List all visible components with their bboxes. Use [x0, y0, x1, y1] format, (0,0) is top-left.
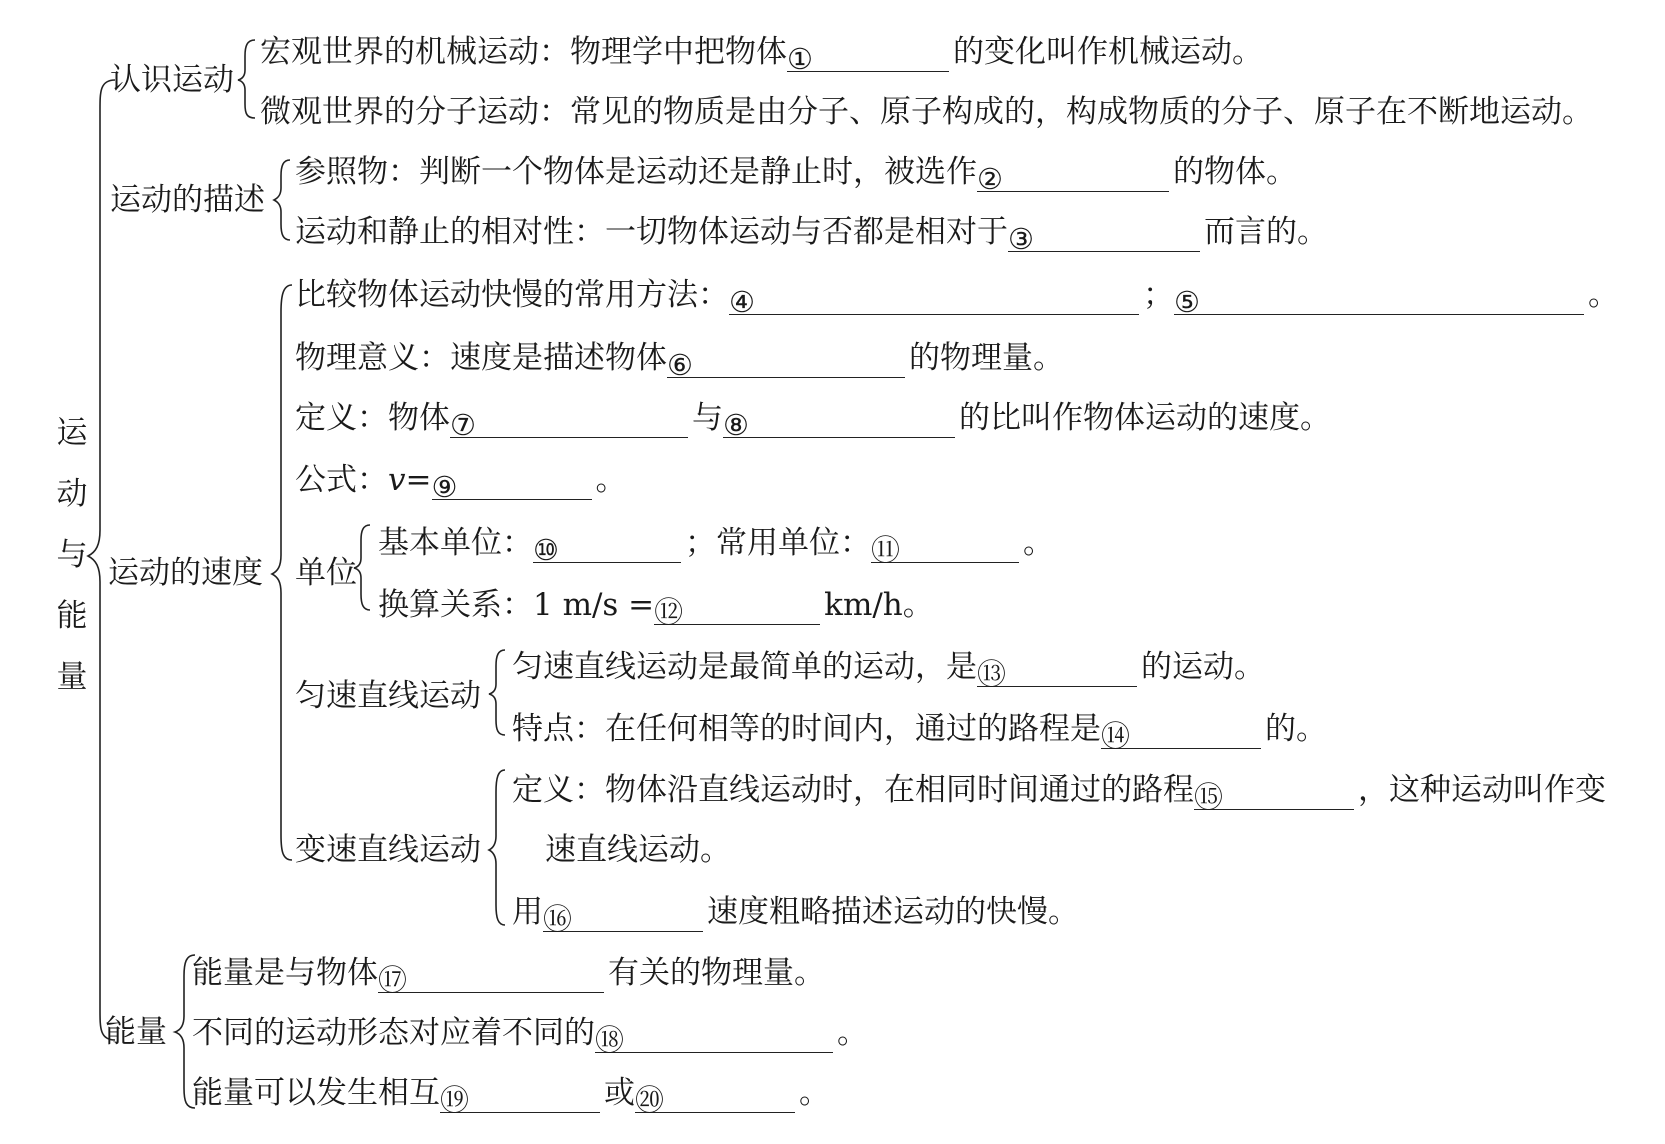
- blank-number: ⑦: [450, 408, 476, 442]
- blank-number: ⑱: [595, 1023, 625, 1057]
- unit-basic-line: [378, 523, 1054, 567]
- blank-18[interactable]: [595, 1020, 833, 1057]
- blank-number: ②: [977, 162, 1003, 196]
- sec2-line1: [295, 152, 1297, 196]
- line-text: 而言的。: [1204, 214, 1328, 250]
- blank-number: ⑬: [977, 657, 1007, 691]
- line-text: =: [405, 462, 432, 498]
- line-text: 。: [1023, 525, 1054, 561]
- variable-line1-cont: 速直线运动。: [545, 832, 731, 868]
- line-text: 基本单位：: [378, 525, 533, 561]
- line-text: ，这种运动叫作变: [1358, 772, 1606, 808]
- blank-14[interactable]: [1101, 716, 1261, 753]
- blank-4[interactable]: [729, 282, 1139, 319]
- sec2-label: 运动的描述: [110, 182, 265, 218]
- blank-number: ⑯: [543, 902, 573, 936]
- uniform-line1: [512, 647, 1265, 691]
- sec4-label: 能量: [105, 1014, 167, 1050]
- sec1-line2: 微观世界的分子运动：常见的物质是由分子、原子构成的，构成物质的分子、原子在不断地运动。: [260, 94, 1593, 130]
- blank-number: ⑧: [723, 408, 749, 442]
- blank-1[interactable]: [787, 39, 949, 76]
- blank-number: ⑮: [1194, 780, 1224, 814]
- line-text: 换算关系：1 m/s =: [378, 587, 655, 623]
- line-text: 能量是与物体: [192, 955, 378, 991]
- line-text: 不同的运动形态对应着不同的: [192, 1015, 595, 1051]
- line-text: 的运动。: [1141, 649, 1265, 685]
- line-text: 能量可以发生相互: [192, 1075, 440, 1111]
- blank-number: ⑭: [1101, 719, 1131, 753]
- blank-number: ④: [729, 285, 755, 319]
- blank-6[interactable]: [667, 345, 905, 382]
- line-text: 宏观世界的机械运动：物理学中把物体: [260, 34, 787, 70]
- line-text: 物理意义：速度是描述物体: [295, 340, 667, 376]
- blank-11[interactable]: [871, 530, 1019, 567]
- line-text: 用: [512, 894, 543, 930]
- line-text: ；: [1143, 277, 1174, 313]
- blank-5[interactable]: [1174, 282, 1584, 319]
- uniform-line2: [512, 709, 1327, 753]
- uniform-label: 匀速直线运动: [295, 678, 481, 714]
- root-char: 量: [56, 659, 88, 695]
- blank-13[interactable]: [977, 654, 1137, 691]
- unit-label: 单位: [295, 555, 357, 591]
- sec1-label: 认识运动: [110, 62, 234, 98]
- line-text: 。: [799, 1075, 830, 1111]
- line-text: 的物理量。: [909, 340, 1064, 376]
- blank-3[interactable]: [1008, 219, 1200, 256]
- line-text: 公式：: [295, 462, 388, 498]
- root-char: 与: [56, 537, 88, 573]
- brace-variable: [489, 770, 505, 925]
- formula-line: [295, 460, 627, 504]
- compare-line: [295, 275, 1619, 319]
- blank-number: ③: [1008, 222, 1034, 256]
- blank-20[interactable]: [635, 1080, 795, 1117]
- line-text: ；常用单位：: [685, 525, 871, 561]
- line-text: 定义：物体沿直线运动时，在相同时间通过的路程: [512, 772, 1194, 808]
- brace-sec2: [274, 160, 290, 240]
- line-text: 的比叫作物体运动的速度。: [959, 400, 1331, 436]
- line-text: 运动和静止的相对性：一切物体运动与否都是相对于: [295, 214, 1008, 250]
- brace-uniform: [489, 650, 505, 735]
- line-text: 定义：物体: [295, 400, 450, 436]
- meaning-line: [295, 338, 1064, 382]
- blank-number: ⑩: [533, 533, 559, 567]
- sec3-label: 运动的速度: [108, 555, 263, 591]
- line-text: 与: [692, 400, 723, 436]
- blank-9[interactable]: [431, 467, 592, 504]
- definition-line: [295, 398, 1331, 442]
- blank-number: ⑨: [431, 470, 458, 504]
- blank-7[interactable]: [450, 405, 688, 442]
- root-char: 能: [56, 598, 88, 634]
- line-text: 参照物：判断一个物体是运动还是静止时，被选作: [295, 154, 977, 190]
- blank-16[interactable]: [543, 899, 703, 936]
- variable-line2: [512, 892, 1079, 936]
- line-text: 。: [1588, 277, 1619, 313]
- brace-sec3: [272, 285, 292, 860]
- blank-2[interactable]: [977, 159, 1169, 196]
- blank-number: ⑰: [378, 963, 408, 997]
- line-text: 速度粗略描述运动的快慢。: [707, 894, 1079, 930]
- unit-convert-line: [378, 585, 934, 629]
- brace-sec1: [238, 40, 255, 118]
- root-title: [52, 403, 92, 708]
- blank-10[interactable]: [533, 530, 681, 567]
- sec4-line1: [192, 953, 825, 997]
- blank-12[interactable]: [654, 592, 820, 629]
- blank-number: ⑲: [440, 1083, 470, 1117]
- line-text: 比较物体运动快慢的常用方法：: [295, 277, 729, 313]
- blank-number: ⑪: [871, 533, 901, 567]
- blank-number: ①: [787, 42, 813, 76]
- line-text: 。: [837, 1015, 868, 1051]
- variable-label: 变速直线运动: [295, 832, 481, 868]
- line-text: 匀速直线运动是最简单的运动，是: [512, 649, 977, 685]
- line-text: 的。: [1265, 711, 1327, 747]
- line-text: 的变化叫作机械运动。: [953, 34, 1263, 70]
- blank-number: ⑳: [635, 1083, 665, 1117]
- blank-number: ⑤: [1174, 285, 1200, 319]
- line-text: 特点：在任何相等的时间内，通过的路程是: [512, 711, 1101, 747]
- blank-19[interactable]: [440, 1080, 600, 1117]
- root-char: 动: [56, 476, 88, 512]
- blank-8[interactable]: [723, 405, 955, 442]
- sec4-line3: [192, 1073, 830, 1117]
- line-text: 。: [595, 462, 627, 498]
- sec1-line1: [260, 32, 1263, 76]
- line-text: 有关的物理量。: [608, 955, 825, 991]
- blank-15[interactable]: [1194, 777, 1354, 814]
- blank-number: ⑫: [654, 595, 684, 629]
- blank-number: ⑥: [667, 348, 693, 382]
- sec4-line2: [192, 1013, 868, 1057]
- line-text: 的物体。: [1173, 154, 1297, 190]
- variable-line1: [512, 770, 1606, 814]
- sec2-line2: [295, 212, 1328, 256]
- root-char: 运: [56, 415, 88, 451]
- velocity-symbol: v: [388, 462, 406, 498]
- line-text: 或: [604, 1075, 635, 1111]
- blank-17[interactable]: [378, 960, 604, 997]
- line-text: km/h。: [824, 587, 934, 623]
